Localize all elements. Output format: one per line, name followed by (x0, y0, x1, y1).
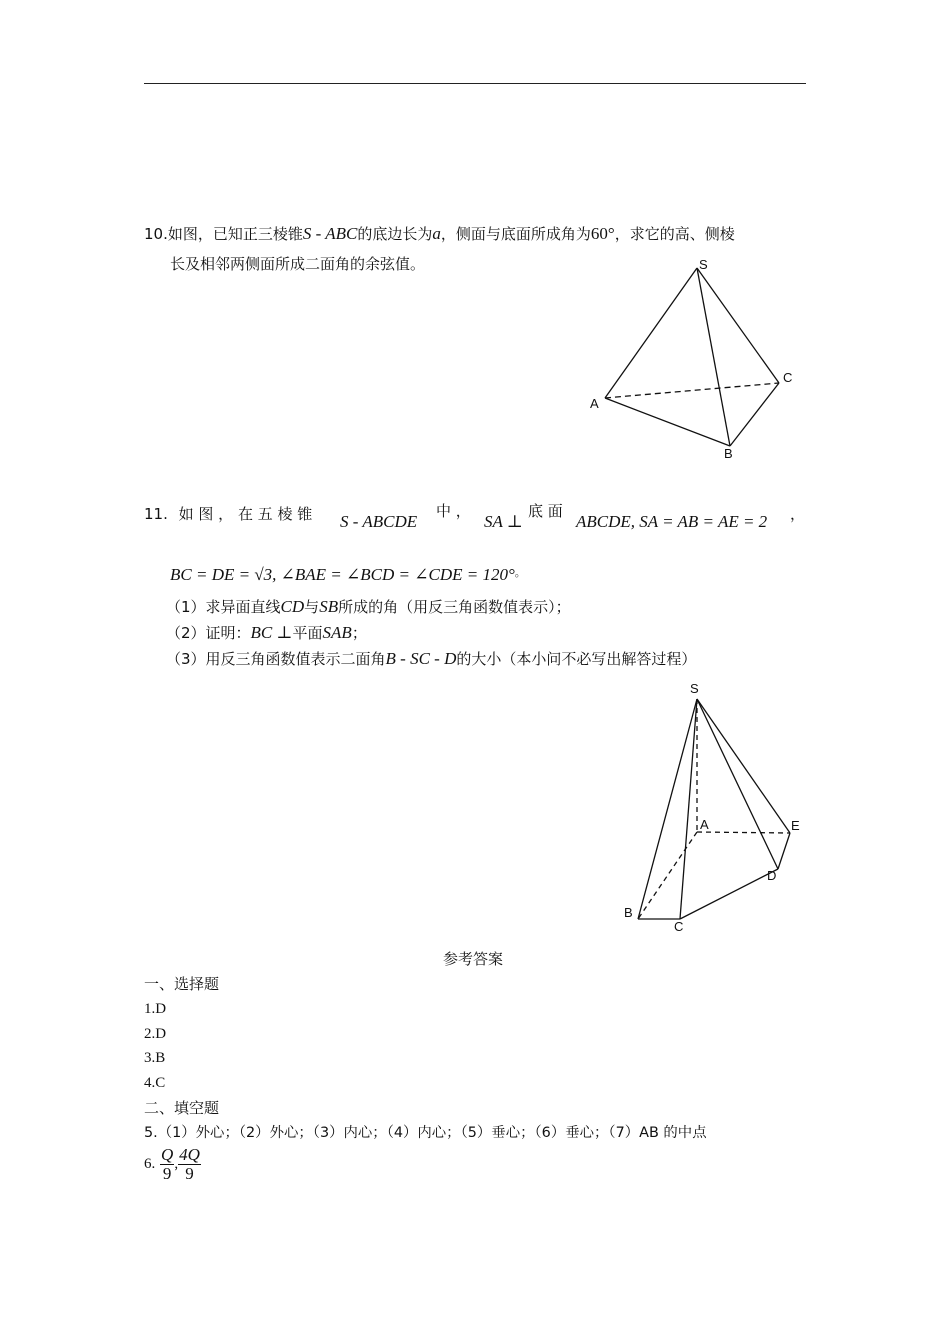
q10-text: ，侧面与底面所成角为 (440, 225, 591, 243)
answer-item: 2.D (144, 1026, 167, 1042)
q11-text-dimian: 底 面 (528, 502, 563, 520)
q11-label-d: D (767, 868, 777, 883)
answer-5: 5.（1）外心；（2）外心；（3）内心；（4）内心；（5）垂心；（6）垂心；（7）AB 的中点 (144, 1125, 707, 1141)
q11-part1-text: （1）求异面直线 (166, 598, 281, 616)
fraction-numerator: 4Q (179, 1145, 200, 1164)
q11-label-b: B (624, 905, 633, 920)
q11-part1-text: 与 (304, 598, 320, 616)
q11-math-bc-perp: BC ⊥ (250, 623, 293, 642)
answer-item: 4.C (144, 1075, 166, 1091)
q10-math-a: a (432, 224, 441, 243)
q10-label-b: B (724, 446, 733, 461)
q10-math-pyramid: S - ABC (302, 224, 358, 243)
q10-text: 的底边长为 (357, 225, 433, 243)
q11-part2-text: ； (351, 624, 367, 642)
q11-math-conditions: BC = DE = √3, ∠BAE = ∠BCD = ∠CDE = 120° (170, 565, 515, 584)
q11-math-sa-perp: SA ⊥ (484, 512, 523, 531)
q11-math-sab: SAB (322, 623, 352, 642)
q10-label-s: S (699, 257, 708, 272)
answers-title: 参考答案 (443, 950, 504, 968)
q11-label-s: S (690, 681, 699, 696)
answer-6 (144, 1146, 201, 1183)
q10-text: ，求它的高、侧棱 (614, 225, 735, 243)
answers-section1: 一、选择题 (144, 975, 220, 993)
q11-math-sb: SB (319, 597, 339, 616)
answer-item: 3.B (144, 1050, 166, 1066)
q10-number: 10. (144, 225, 168, 243)
q11-number: 11. (144, 505, 168, 523)
q11-math-dihedral: B - SC - D (385, 649, 457, 668)
q11-label-e: E (791, 818, 800, 833)
q11-math-pyramid: S - ABCDE (340, 512, 418, 531)
q11-period: 。 (514, 566, 526, 579)
q11-label-a: A (700, 817, 709, 832)
answer-6-fraction-1 (160, 1146, 174, 1183)
fraction-denominator: 9 (162, 1164, 172, 1183)
q11-text-comma: ， (790, 505, 806, 523)
q11-part2-text: 平面 (292, 624, 323, 642)
q11-part3-text: （3）用反三角函数值表示二面角 (166, 650, 386, 668)
answer-6-separator: , (174, 1156, 179, 1172)
answer-item: 1.D (144, 1001, 167, 1017)
q11-label-c: C (674, 919, 684, 934)
answers-section2: 二、填空题 (144, 1099, 220, 1117)
q10-label-c: C (783, 370, 793, 385)
q11-text: 如 图 ， 在 五 棱 锥 (178, 505, 313, 523)
q11-math-lengths: ABCDE, SA = AB = AE = 2 (576, 512, 768, 531)
q11-part3-text: 的大小（本小问不必写出解答过程） (456, 650, 697, 668)
q10-line2: 长及相邻两侧面所成二面角的余弦值。 (170, 255, 426, 273)
answer-6-fraction-2 (178, 1146, 201, 1183)
q11-text-zhong: 中 ， (436, 502, 471, 520)
answer-6-number: 6. (144, 1156, 156, 1172)
q11-part1-text: 所成的角（用反三角函数值表示）； (338, 598, 571, 616)
q11-part2-text: （2）证明： (166, 624, 251, 642)
q10-label-a: A (590, 396, 599, 411)
fraction-numerator: Q (161, 1145, 174, 1164)
fraction-denominator: 9 (185, 1164, 194, 1183)
q11-math-cd: CD (280, 597, 305, 616)
q10-math-angle: 60° (590, 224, 615, 243)
q10-text: 如图，已知正三棱锥 (167, 225, 303, 243)
